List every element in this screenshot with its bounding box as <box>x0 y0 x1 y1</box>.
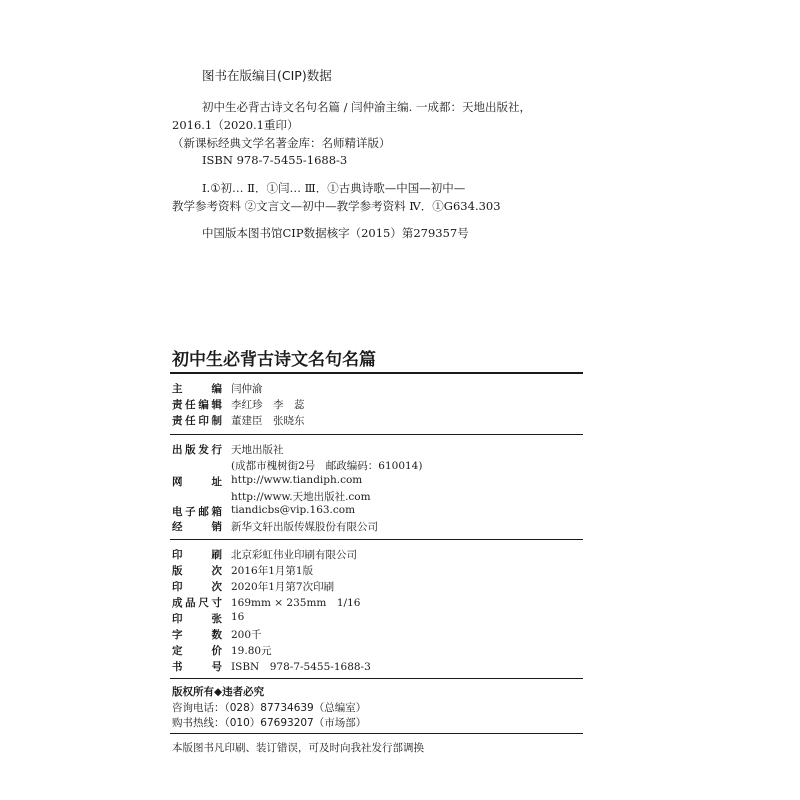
rights-notice: 版权所有◆违者必究 <box>172 686 265 698</box>
credit-value: 董建臣 张晓东 <box>231 415 305 427</box>
contact-line: 咨询电话：（028）87734639（总编室） <box>172 702 367 714</box>
printing-key: 书 号 <box>172 661 222 673</box>
credit-value: 李红珍 李 蕊 <box>231 399 305 411</box>
printing-value: 200千 <box>231 629 262 641</box>
cip-line: ISBN 978-7-5455-1688-3 <box>202 153 348 167</box>
publisher-value: 新华文轩出版传媒股份有限公司 <box>231 521 378 533</box>
publisher-address: (成都市槐树街2号 邮政编码：610014) <box>231 460 423 472</box>
printing-value: 北京彩虹伟业印刷有限公司 <box>231 549 357 561</box>
publisher-value: 天地出版社 <box>231 444 284 456</box>
publisher-key: 网 址 <box>172 476 222 488</box>
printing-value: 2016年1月第1版 <box>231 565 314 577</box>
cip-line: Ⅰ.①初… Ⅱ．①闫… Ⅲ．①古典诗歌—中国—初中— <box>202 181 466 195</box>
email-link[interactable]: tiandicbs@vip.163.com <box>231 504 356 516</box>
book-title: 初中生必背古诗文名句名篇 <box>172 350 376 370</box>
printing-key: 印 张 <box>172 613 222 625</box>
cip-line: （新课标经典文学名著金库：名师精详版） <box>172 136 391 150</box>
website-link[interactable]: http://www.tiandiph.com <box>231 474 363 486</box>
cip-line: 2016.1（2020.1重印） <box>172 118 299 132</box>
section-rule <box>170 539 583 540</box>
printing-value: 19.80元 <box>231 645 272 657</box>
printing-key: 定 价 <box>172 645 222 657</box>
cip-line: 初中生必背古诗文名句名篇 / 闫仲渝主编. 一成都：天地出版社， <box>202 100 531 114</box>
printing-key: 字 数 <box>172 629 222 641</box>
credit-key: 责任编辑 <box>172 399 222 411</box>
credit-value: 闫仲渝 <box>231 383 263 395</box>
credit-key: 责任印制 <box>172 415 222 427</box>
printing-value: 2020年1月第7次印刷 <box>231 581 335 593</box>
printing-key: 成品尺寸 <box>172 597 222 609</box>
printing-value: 16 <box>231 611 245 623</box>
printing-value: 169mm × 235mm 1/16 <box>231 597 361 609</box>
contact-line: 购书热线：（010）67693207（市场部） <box>172 717 367 729</box>
publisher-key: 电子邮箱 <box>172 506 222 518</box>
isbn-value: ISBN 978-7-5455-1688-3 <box>231 661 371 673</box>
footer-notice: 本版图书凡印刷、装订错误，可及时向我社发行部调换 <box>172 742 424 754</box>
section-rule <box>170 434 583 435</box>
website-link[interactable]: http://www.天地出版社.com <box>231 491 371 503</box>
printing-key: 版 次 <box>172 565 222 577</box>
publisher-key: 出版发行 <box>172 444 222 456</box>
publisher-key: 经 销 <box>172 521 222 533</box>
printing-key: 印 次 <box>172 581 222 593</box>
cip-title: 图书在版编目(CIP)数据 <box>202 68 332 83</box>
cip-line: 中国版本图书馆CIP数据核字（2015）第279357号 <box>202 226 469 240</box>
section-rule <box>170 678 583 679</box>
title-rule <box>170 372 583 374</box>
printing-key: 印 刷 <box>172 549 222 561</box>
credit-key: 主 编 <box>172 383 222 395</box>
cip-line: 教学参考资料 ②文言文—初中—教学参考资料 Ⅳ．①G634.303 <box>172 199 501 213</box>
section-rule <box>170 733 583 734</box>
